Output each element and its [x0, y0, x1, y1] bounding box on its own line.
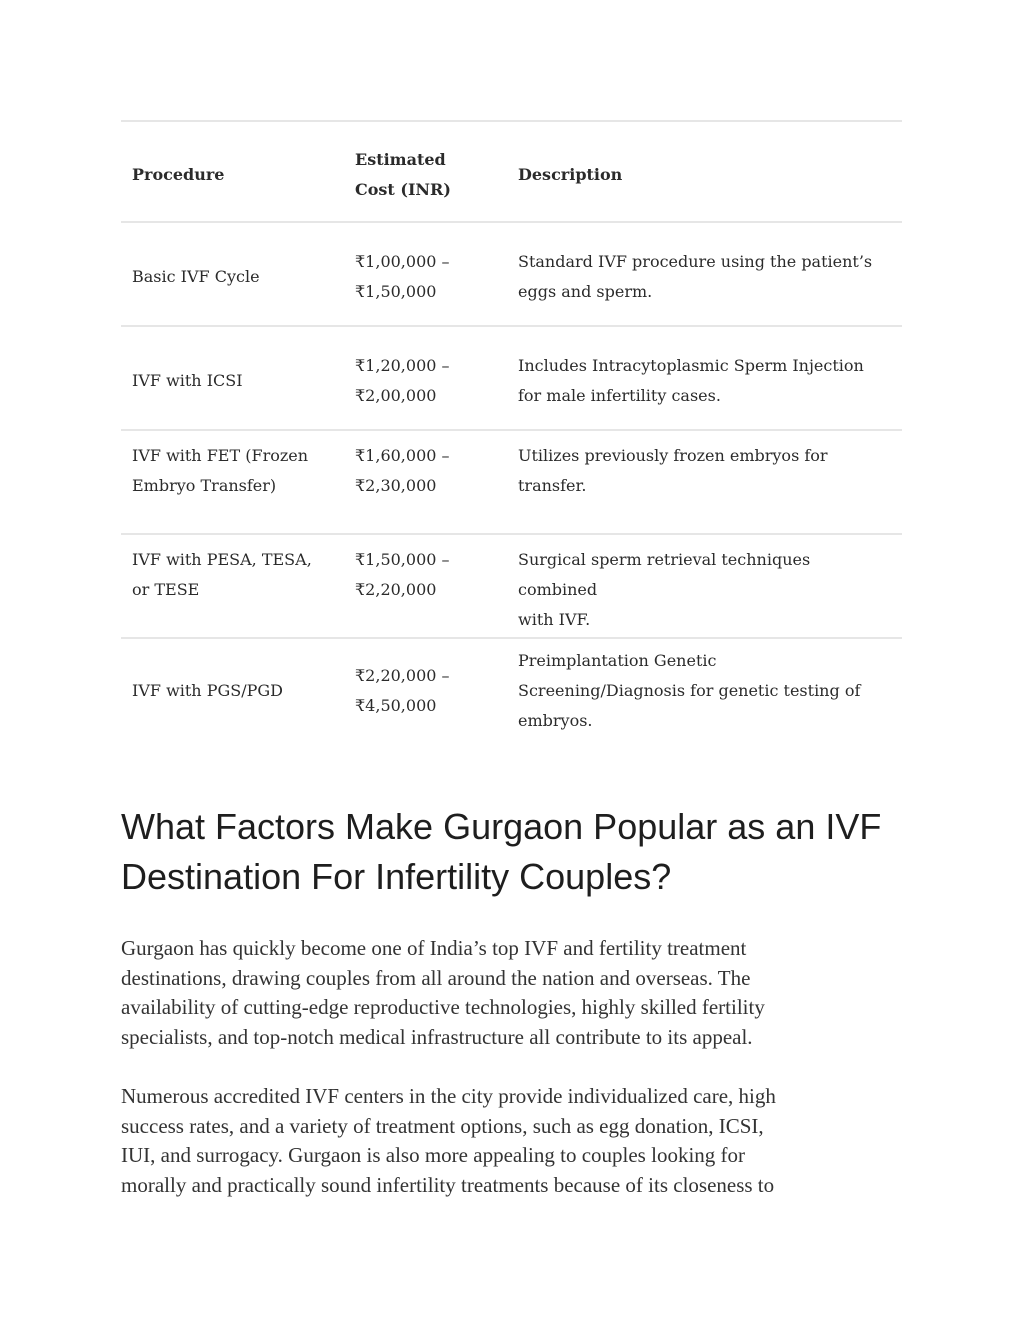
table-row — [121, 326, 902, 430]
description-text: for male infertility cases. — [518, 386, 721, 405]
cost-text: ₹1,50,000 — [355, 282, 437, 301]
procedure-text: IVF with PESA, TESA, — [132, 550, 312, 569]
paragraph-line: Gurgaon has quickly become one of India’s top IVF and fertility treatment — [121, 936, 747, 960]
cell-procedure — [121, 222, 344, 326]
header-description — [507, 121, 902, 222]
cost-text: ₹4,50,000 — [355, 695, 437, 715]
procedure-text: Basic IVF Cycle — [132, 267, 260, 286]
header-estimated-cost — [344, 121, 507, 222]
cell-cost — [344, 222, 507, 326]
description-text: Utilizes previously frozen embryos for — [518, 446, 828, 465]
procedure-text: or TESE — [132, 580, 200, 599]
cost-text: ₹2,30,000 — [355, 476, 437, 495]
header-procedure-label: Procedure — [132, 164, 225, 184]
cost-text: ₹2,20,000 — [355, 580, 437, 599]
section-heading — [121, 802, 911, 902]
section-heading-line: What Factors Make Gurgaon Popular as an IVF — [121, 806, 882, 847]
cell-description — [507, 534, 902, 638]
cost-text: ₹1,50,000 – — [355, 550, 450, 569]
cell-description — [507, 430, 902, 534]
cell-procedure — [121, 430, 344, 534]
paragraph-line: morally and practically sound infertility treatments because of its closeness to — [121, 1172, 775, 1197]
cost-text: ₹1,20,000 – — [355, 356, 450, 375]
paragraph-line: specialists, and top-notch medical infrastructure all contribute to its appeal. — [121, 1024, 753, 1049]
ivf-cost-table — [121, 120, 902, 756]
paragraph-line: IUI, and surrogacy. Gurgaon is also more appealing to couples looking for — [121, 1143, 746, 1167]
description-text: transfer. — [518, 476, 587, 495]
paragraph-gurgaon-overview — [121, 934, 911, 1052]
cell-procedure — [121, 326, 344, 430]
procedure-text: IVF with FET (Frozen — [132, 446, 309, 465]
cell-description — [507, 222, 902, 326]
cell-description — [507, 638, 902, 756]
table-row — [121, 430, 902, 534]
description-text: Surgical sperm retrieval techniques combined — [518, 550, 811, 599]
description-text: Screening/Diagnosis for genetic testing of — [518, 680, 861, 700]
table-row — [121, 222, 902, 326]
description-text: eggs and sperm. — [518, 282, 653, 301]
description-text: Preimplantation Genetic — [518, 650, 717, 670]
header-description-label: Description — [518, 164, 623, 184]
procedure-text: IVF with ICSI — [132, 371, 243, 390]
procedure-text: IVF with PGS/PGD — [132, 680, 283, 700]
paragraph-line: Numerous accredited IVF centers in the city provide individualized care, high — [121, 1084, 776, 1108]
description-text: with IVF. — [518, 610, 591, 629]
paragraph-line: availability of cutting-edge reproductive technologies, highly skilled fertility — [121, 995, 765, 1019]
paragraph-ivf-centers — [121, 1082, 911, 1200]
cell-cost — [344, 638, 507, 756]
cost-text: ₹1,60,000 – — [355, 446, 450, 465]
table-row — [121, 638, 902, 756]
cell-cost — [344, 534, 507, 638]
cell-cost — [344, 430, 507, 534]
description-text: Includes Intracytoplasmic Sperm Injection — [518, 356, 864, 375]
section-heading-line: Destination For Infertility Couples? — [121, 856, 672, 897]
cell-procedure — [121, 534, 344, 638]
procedure-text: Embryo Transfer) — [132, 476, 277, 495]
cost-text: ₹2,00,000 — [355, 386, 437, 405]
description-text: embryos. — [518, 710, 593, 730]
cell-cost — [344, 326, 507, 430]
header-procedure — [121, 121, 344, 222]
paragraph-line: destinations, drawing couples from all around the nation and overseas. The — [121, 965, 751, 990]
header-cost-line2: Cost (INR) — [355, 179, 451, 199]
table-row — [121, 534, 902, 638]
cell-procedure — [121, 638, 344, 756]
document-page — [121, 120, 902, 1197]
cost-text: ₹2,20,000 – — [355, 665, 450, 685]
cost-text: ₹1,00,000 – — [355, 252, 450, 271]
table-header-row — [121, 121, 902, 222]
header-cost-line1: Estimated — [355, 149, 446, 169]
description-text: Standard IVF procedure using the patient’s — [518, 252, 873, 271]
cell-description — [507, 326, 902, 430]
paragraph-line: success rates, and a variety of treatment options, such as egg donation, ICSI, — [121, 1113, 764, 1138]
